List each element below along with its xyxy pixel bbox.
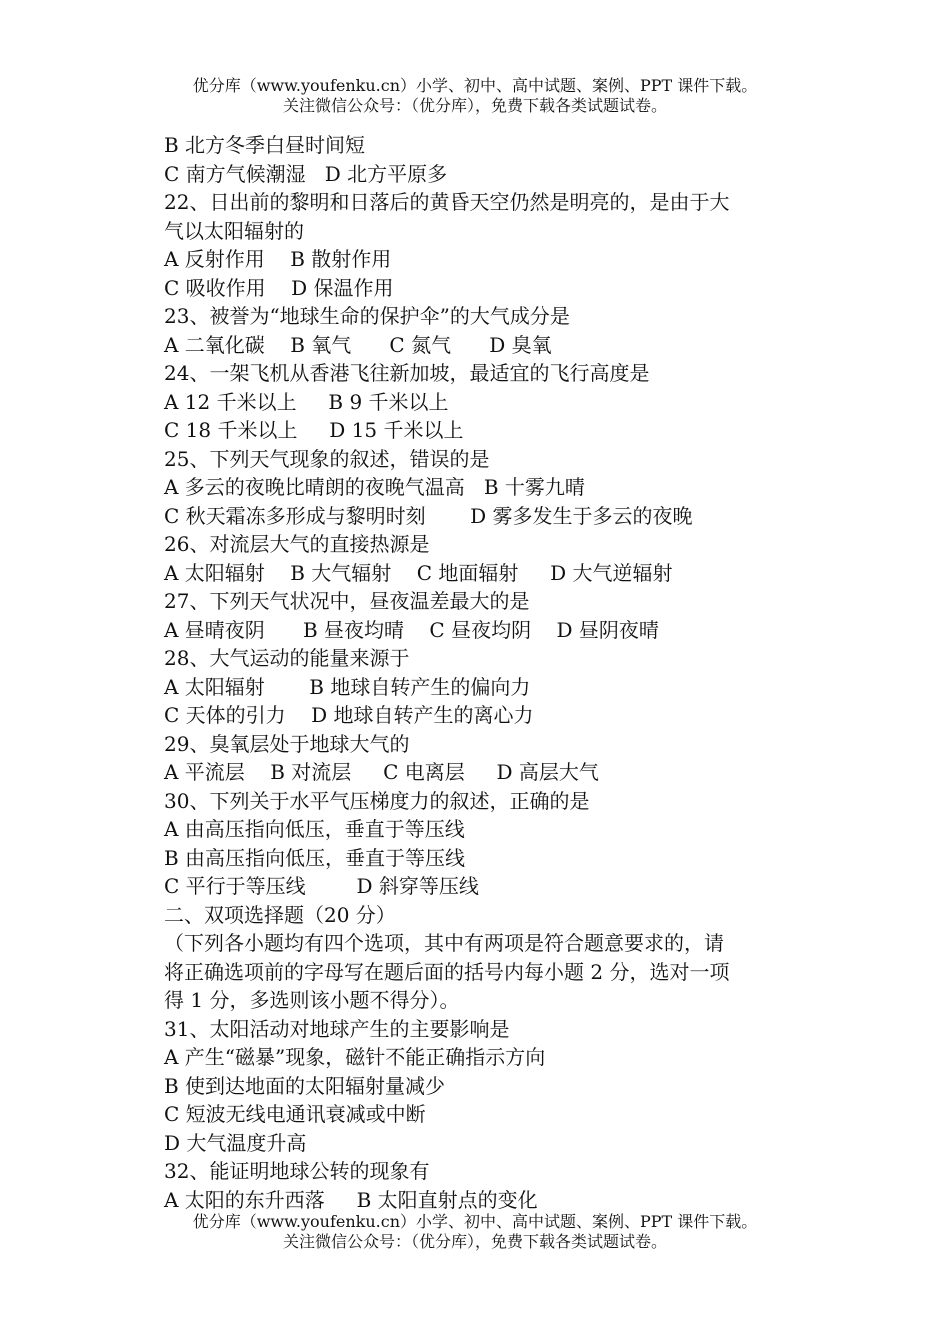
header-line-2: 关注微信公众号：（优分库），免费下载各类试题试卷。 xyxy=(282,96,667,115)
question-30: 30、下列关于水平气压梯度力的叙述，正确的是 xyxy=(164,788,590,813)
options-line: A 太阳的东升西落 B 太阳直射点的变化 xyxy=(164,1187,538,1212)
text-line: 气以太阳辐射的 xyxy=(164,218,304,243)
options-line: A 产生“磁暴”现象，磁针不能正确指示方向 xyxy=(164,1045,546,1069)
section-heading: 二、双项选择题（20 分） xyxy=(164,902,396,927)
header-line-1: 优分库（www.youfenku.cn）小学、初中、高中试题、案例、PPT 课件下载。 xyxy=(192,76,758,95)
document-body xyxy=(164,131,804,1214)
options-line: A 二氧化碳 B 氧气 C 氮气 D 臭氧 xyxy=(164,332,552,357)
options-line: C 秋天霜冻多形成与黎明时刻 D 雾多发生于多云的夜晚 xyxy=(164,503,693,528)
question-24: 24、一架飞机从香港飞往新加坡，最适宜的飞行高度是 xyxy=(164,361,650,385)
footer-line-1: 优分库（www.youfenku.cn）小学、初中、高中试题、案例、PPT 课件下载。 xyxy=(192,1212,758,1231)
options-line: A 太阳辐射 B 大气辐射 C 地面辐射 D 大气逆辐射 xyxy=(164,560,673,585)
options-line: C 天体的引力 D 地球自转产生的离心力 xyxy=(164,703,534,727)
options-line: A 太阳辐射 B 地球自转产生的偏向力 xyxy=(164,674,531,699)
question-27: 27、下列天气状况中，昼夜温差最大的是 xyxy=(164,589,530,613)
options-line: A 平流层 B 对流层 C 电离层 D 高层大气 xyxy=(164,760,599,784)
section-instructions: 将正确选项前的字母写在题后面的括号内每小题 2 分，选对一项 xyxy=(164,959,730,984)
options-line: C 吸收作用 D 保温作用 xyxy=(164,275,394,300)
options-line: B 使到达地面的太阳辐射量减少 xyxy=(164,1073,446,1098)
options-line: B 由高压指向低压，垂直于等压线 xyxy=(164,845,466,870)
section-instructions: （下列各小题均有四个选项，其中有两项是符合题意要求的，请 xyxy=(164,931,724,955)
options-line: A 反射作用 B 散射作用 xyxy=(164,247,392,271)
question-25: 25、下列天气现象的叙述，错误的是 xyxy=(164,446,490,471)
options-line: A 由高压指向低压，垂直于等压线 xyxy=(164,817,465,841)
text-line: C 南方气候潮湿 D 北方平原多 xyxy=(164,161,448,186)
question-22: 22、日出前的黎明和日落后的黄昏天空仍然是明亮的，是由于大 xyxy=(164,190,730,214)
page-header xyxy=(0,76,950,116)
section-instructions: 得 1 分，多选则该小题不得分）。 xyxy=(164,988,460,1012)
options-line: C 短波无线电通讯衰减或中断 xyxy=(164,1102,426,1126)
question-32: 32、能证明地球公转的现象有 xyxy=(164,1159,430,1183)
text-line: B 北方冬季白昼时间短 xyxy=(164,133,366,157)
options-line: A 多云的夜晚比晴朗的夜晚气温高 B 十雾九晴 xyxy=(164,475,585,499)
question-31: 31、太阳活动对地球产生的主要影响是 xyxy=(164,1016,510,1041)
question-29: 29、臭氧层处于地球大气的 xyxy=(164,731,410,756)
question-28: 28、大气运动的能量来源于 xyxy=(164,646,410,670)
options-line: C 18 千米以上 D 15 千米以上 xyxy=(164,418,464,442)
page-footer xyxy=(0,1212,950,1252)
options-line: D 大气温度升高 xyxy=(164,1130,307,1155)
question-23: 23、被誉为“地球生命的保护伞”的大气成分是 xyxy=(164,304,570,328)
question-26: 26、对流层大气的直接热源是 xyxy=(164,532,430,556)
footer-line-2: 关注微信公众号：（优分库），免费下载各类试题试卷。 xyxy=(282,1232,667,1251)
options-line: A 昼晴夜阴 B 昼夜均晴 C 昼夜均阴 D 昼阴夜晴 xyxy=(164,617,659,642)
options-line: A 12 千米以上 B 9 千米以上 xyxy=(164,389,449,414)
options-line: C 平行于等压线 D 斜穿等压线 xyxy=(164,874,479,898)
